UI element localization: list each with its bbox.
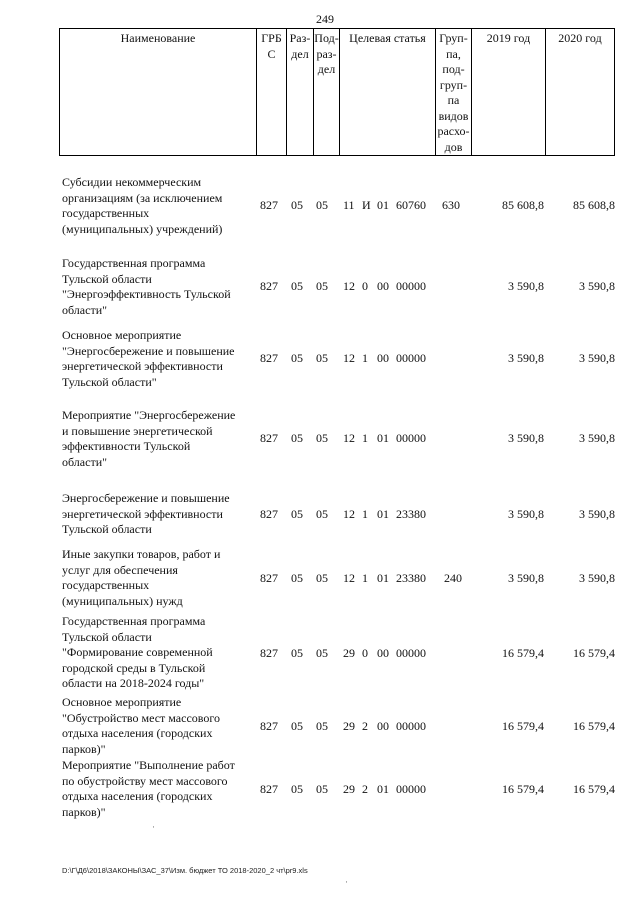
value-2019: 3 590,8 [508,507,544,521]
razdel-cell: 05 [291,782,303,796]
header-grbs: ГРБ С [261,31,282,61]
file-path-footer: D:\Г\Д6\2018\ЗАКОНЫ\ЗАС_37\Изм. бюджет ТО 2018-2020_2 чт\pr9.xls [62,866,308,875]
razdel-cell: 05 [291,198,303,212]
target-part3: 00 [377,351,389,365]
target-part3: 00 [377,646,389,660]
row-name: Основное мероприятие "Энергосбережение и повышение энергетической эффективности Тульской области" [62,328,235,389]
target-part2: 1 [362,571,368,585]
value-2020: 3 590,8 [579,351,615,365]
grbs-cell: 827 [260,507,278,521]
grbs-cell: 827 [260,782,278,796]
header-podrazdel: Под- раз- дел [314,31,339,76]
grbs-cell: 827 [260,719,278,733]
row-name: Субсидии некоммерческим организациям (за исключением государственных (муниципальных) учреждений) [62,175,223,236]
podrazdel-cell: 05 [316,507,328,521]
page-number: 249 [316,12,334,26]
target-part2: 1 [362,351,368,365]
target-part3: 00 [377,279,389,293]
target-part1: 29 [343,719,355,733]
target-part1: 12 [343,279,355,293]
value-2020: 3 590,8 [579,431,615,445]
target-part4: 00000 [396,351,426,365]
group-cell: 630 [442,198,460,212]
target-part3: 01 [377,507,389,521]
razdel-cell: 05 [291,431,303,445]
header-target-cell [339,28,435,156]
target-part2: 2 [362,719,368,733]
header-2020: 2020 год [558,31,602,45]
target-part1: 12 [343,431,355,445]
stray-mark: · [345,877,348,887]
target-part4: 23380 [396,507,426,521]
header-name: Наименование [120,31,196,45]
podrazdel-cell: 05 [316,646,328,660]
target-part1: 12 [343,507,355,521]
row-name: Мероприятие "Энергосбережение и повышение энергетической эффективности Тульской области" [62,408,236,469]
header-2019: 2019 год [486,31,531,45]
value-2020: 16 579,4 [573,782,615,796]
target-part4: 00000 [396,782,426,796]
value-2020: 16 579,4 [573,646,615,660]
razdel-cell: 05 [291,351,303,365]
header-name-cell [59,28,256,156]
target-part3: 01 [377,198,389,212]
target-part2: 1 [362,507,368,521]
row-name: Государственная программа Тульской области "Энергоэффективность Тульской области" [62,256,231,317]
podrazdel-cell: 05 [316,431,328,445]
header-2019-cell [471,28,545,156]
target-part2: 0 [362,646,368,660]
podrazdel-cell: 05 [316,719,328,733]
target-part1: 29 [343,782,355,796]
header-razdel-cell [286,28,313,156]
row-name: Государственная программа Тульской области "Формирование современной городской среды в Тульской области на 2018-2024 годы" [62,614,213,690]
header-razdel: Раз- дел [289,31,311,61]
header-group: Груп- па, под- груп- па видов расхо- дов [437,31,470,154]
grbs-cell: 827 [260,279,278,293]
value-2019: 3 590,8 [508,351,544,365]
value-2020: 3 590,8 [579,507,615,521]
target-part2: 0 [362,279,368,293]
grbs-cell: 827 [260,571,278,585]
value-2020: 3 590,8 [579,279,615,293]
header-group-cell [435,28,471,156]
podrazdel-cell: 05 [316,782,328,796]
podrazdel-cell: 05 [316,351,328,365]
value-2019: 16 579,4 [502,719,544,733]
value-2020: 85 608,8 [573,198,615,212]
group-cell: 240 [444,571,462,585]
value-2019: 85 608,8 [502,198,544,212]
value-2019: 16 579,4 [502,782,544,796]
target-part4: 00000 [396,431,426,445]
row-name: Иные закупки товаров, работ и услуг для обеспечения государственных (муниципальных) нужд [62,547,221,608]
razdel-cell: 05 [291,507,303,521]
target-part4: 23380 [396,571,426,585]
target-part1: 12 [343,351,355,365]
target-part2: И [362,198,371,212]
row-name: Основное мероприятие "Обустройство мест массового отдыха населения (городских парков)" [62,695,220,756]
target-part1: 29 [343,646,355,660]
row-name: Мероприятие "Выполнение работ по обустройству мест массового отдыха населения (городских парков)" [62,758,235,819]
header-grbs-cell [256,28,286,156]
target-part2: 2 [362,782,368,796]
header-podrazdel-cell [313,28,339,156]
grbs-cell: 827 [260,646,278,660]
grbs-cell: 827 [260,198,278,212]
stray-mark: · [152,822,155,832]
row-name: Энергосбережение и повышение энергетической эффективности Тульской области [62,491,230,536]
value-2019: 3 590,8 [508,279,544,293]
target-part4: 00000 [396,646,426,660]
value-2020: 16 579,4 [573,719,615,733]
target-part3: 01 [377,571,389,585]
target-part4: 60760 [396,198,426,212]
podrazdel-cell: 05 [316,198,328,212]
target-part1: 11 [343,198,355,212]
target-part3: 00 [377,719,389,733]
value-2020: 3 590,8 [579,571,615,585]
razdel-cell: 05 [291,279,303,293]
header-target: Целевая статья [349,31,426,45]
podrazdel-cell: 05 [316,279,328,293]
value-2019: 16 579,4 [502,646,544,660]
target-part2: 1 [362,431,368,445]
grbs-cell: 827 [260,431,278,445]
target-part4: 00000 [396,279,426,293]
razdel-cell: 05 [291,571,303,585]
header-2020-cell [545,28,615,156]
target-part3: 01 [377,782,389,796]
razdel-cell: 05 [291,719,303,733]
grbs-cell: 827 [260,351,278,365]
podrazdel-cell: 05 [316,571,328,585]
target-part4: 00000 [396,719,426,733]
value-2019: 3 590,8 [508,571,544,585]
razdel-cell: 05 [291,646,303,660]
target-part1: 12 [343,571,355,585]
value-2019: 3 590,8 [508,431,544,445]
target-part3: 01 [377,431,389,445]
